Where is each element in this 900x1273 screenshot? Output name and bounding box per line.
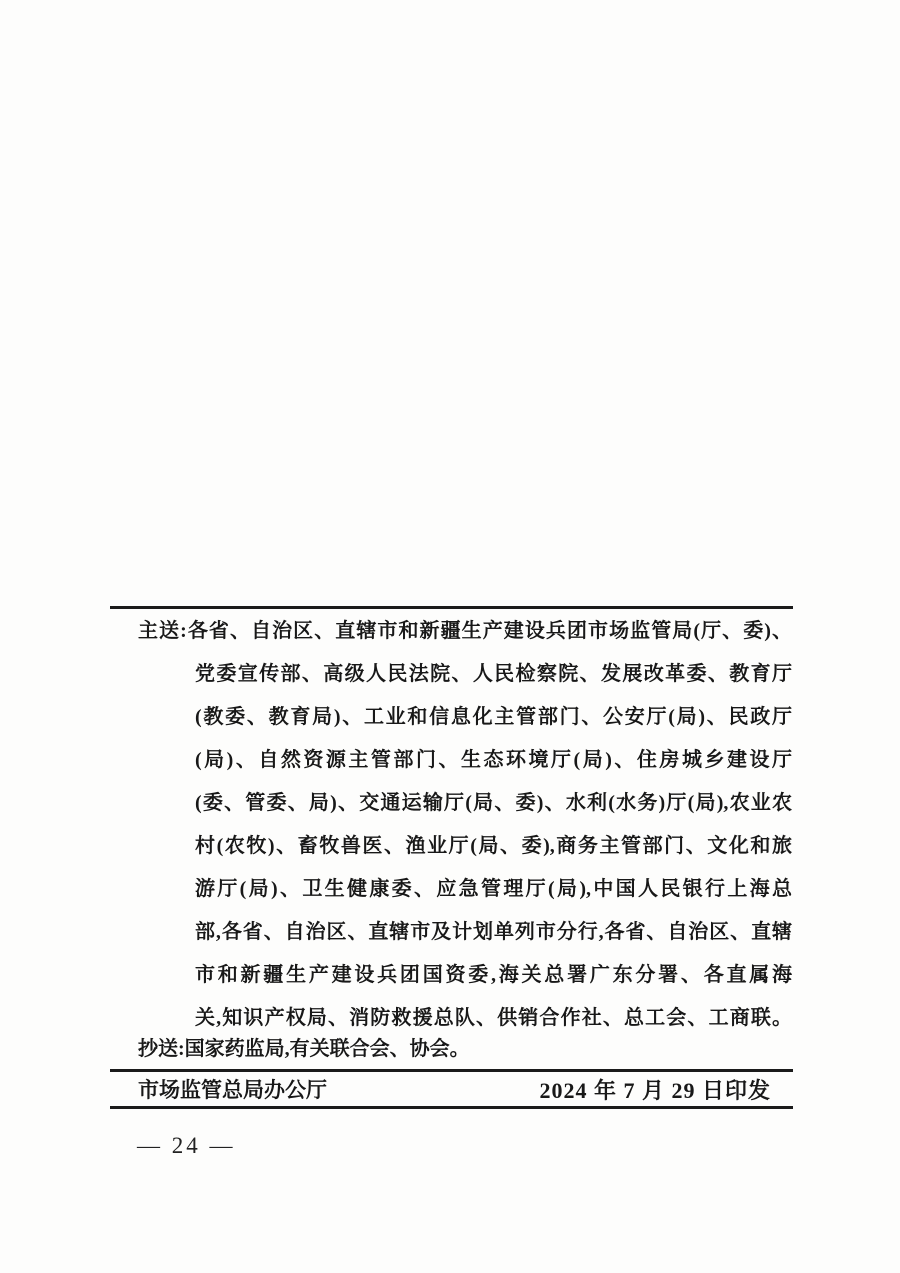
page-number: — 24 — [137, 1133, 236, 1158]
distribution-line: (教委、教育局)、工业和信息化主管部门、公安厅(局)、民政厅 [195, 706, 792, 728]
colophon-row [110, 1072, 793, 1106]
distribution-line: 村(农牧)、畜牧兽医、渔业厅(局、委),商务主管部门、文化和旅 [195, 835, 792, 857]
main-distribution-block [138, 610, 792, 1040]
copy-distribution-line [138, 1029, 792, 1069]
distribution-line-text: 各省、自治区、直辖市和新疆生产建设兵团市场监管局(厅、委)、 [186, 620, 792, 642]
copy-recipients-label: 抄送: [138, 1038, 185, 1060]
print-date: 2024 年 7 月 29 日印发 [539, 1077, 771, 1103]
distribution-line [138, 610, 792, 653]
issuing-office: 市场监管总局办公厅 [138, 1078, 327, 1102]
distribution-line: 关,知识产权局、消防救援总队、供销合作社、总工会、工商联。 [195, 1007, 792, 1029]
distribution-line: (局)、自然资源主管部门、生态环境厅(局)、住房城乡建设厅 [195, 749, 792, 771]
distribution-line: (委、管委、局)、交通运输厅(局、委)、水利(水务)厅(局),农业农 [195, 792, 792, 814]
footer-bottom-divider [110, 1106, 793, 1109]
distribution-line: 市和新疆生产建设兵团国资委,海关总署广东分署、各直属海 [195, 964, 792, 986]
distribution-line: 游厅(局)、卫生健康委、应急管理厅(局),中国人民银行上海总 [195, 878, 792, 900]
distribution-line: 党委宣传部、高级人民法院、人民检察院、发展改革委、教育厅 [195, 663, 792, 685]
copy-recipients-text: 国家药监局,有关联合会、协会。 [184, 1038, 470, 1060]
top-divider [110, 606, 793, 609]
main-recipients-label: 主送: [138, 620, 187, 642]
distribution-line: 部,各省、自治区、直辖市及计划单列市分行,各省、自治区、直辖 [195, 921, 792, 943]
